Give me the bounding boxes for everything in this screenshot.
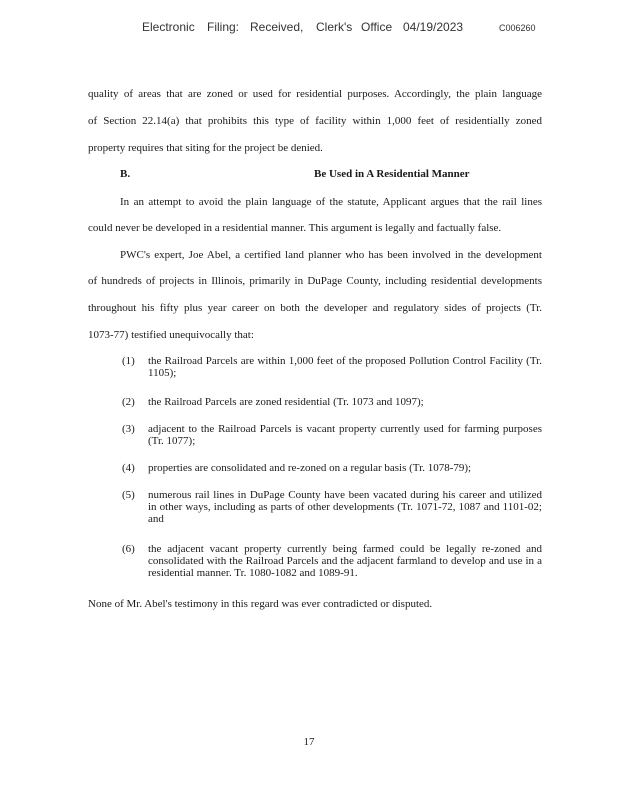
list-item-text: the Railroad Parcels are zoned residential (Tr. 1073 and 1097); [148,396,424,408]
header-clerks: Clerk's [316,20,353,34]
filing-header [0,20,618,40]
paragraph-line: property requires that siting for the project be denied. [88,142,323,154]
paragraph-line: could never be developed in a residential manner. This argument is legally and factually false. [88,222,502,234]
section-heading: Be Used in A Residential Manner [314,168,470,180]
list-item-number: (3) [122,423,135,435]
paragraph-line: PWC's expert, Joe Abel, a certified land planner who has been involved in the development [120,249,542,261]
paragraph-line: In an attempt to avoid the plain language of the statute, Applicant argues that the rail lines [120,196,542,208]
paragraph-line: quality of areas that are zoned or used for residential purposes. Accordingly, the plain language [88,88,542,100]
list-item-text: numerous rail lines in DuPage County have been vacated during his career and utilized in other ways, including as parts of other developments (Tr. 1071-72, 1087 and 1101-02; and [148,489,542,525]
list-item-text: properties are consolidated and re-zoned on a regular basis (Tr. 1078-79); [148,462,472,474]
header-filing: Filing: [207,20,240,34]
paragraph-line: of hundreds of projects in Illinois, primarily in DuPage County, including residential developments [88,275,542,287]
header-office: Office [361,20,393,34]
list-item-number: (1) [122,355,135,367]
page-number: 17 [303,736,315,748]
list-item-number: (2) [122,396,135,408]
list-item-text: adjacent to the Railroad Parcels is vacant property currently used for farming purposes (Tr. 1077); [148,423,542,447]
list-item-number: (6) [122,543,135,555]
paragraph-line: 1073-77) testified unequivocally that: [88,329,254,341]
closing-paragraph: None of Mr. Abel's testimony in this regard was ever contradicted or disputed. [88,598,433,610]
header-date: 04/19/2023 [403,20,464,34]
header-received: Received, [250,20,304,34]
header-document-id: C006260 [499,23,536,33]
list-item-text: the adjacent vacant property currently being farmed could be legally re-zoned and consolidated with the Railroad Parcels and the adjacent farmland to develop and use in a residential manner. Tr. 1080-1082 and 1089-91. [148,543,542,579]
section-letter: B. [120,168,131,180]
list-item-number: (5) [122,489,135,501]
header-electronic: Electronic [142,20,195,34]
paragraph-line: of Section 22.14(a) that prohibits this type of facility within 1,000 feet of residentially zoned [88,115,542,127]
paragraph-line: throughout his fifty plus year career on both the developer and regulatory sides of projects (Tr. [88,302,542,314]
list-item-text: the Railroad Parcels are within 1,000 feet of the proposed Pollution Control Facility (Tr. 1105); [148,355,542,379]
list-item-number: (4) [122,462,135,474]
